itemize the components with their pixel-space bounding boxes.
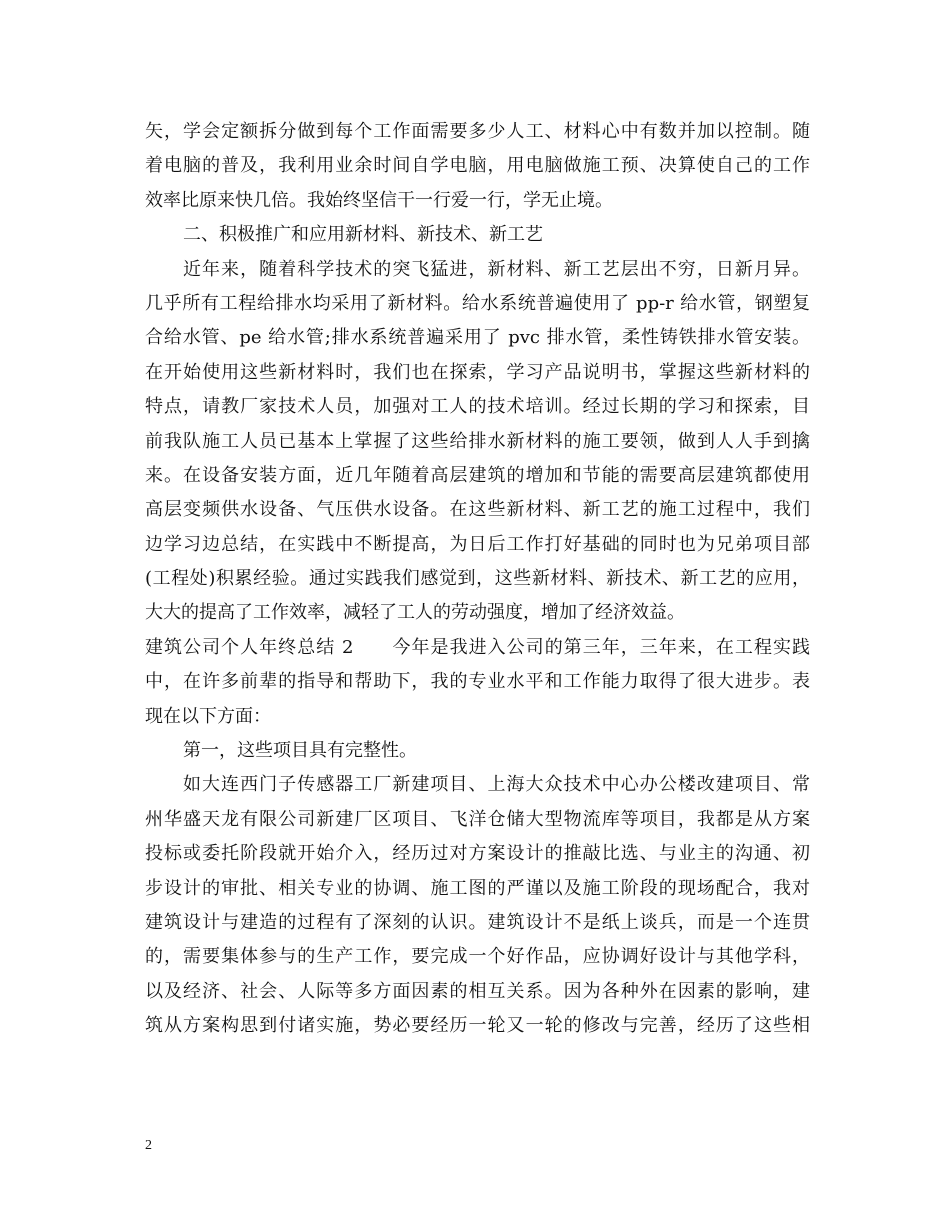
text-line: 大大的提高了工作效率，减轻了工人的劳动强度，增加了经济效益。 xyxy=(145,602,685,624)
text-line: 来。在设备安装方面，近几年随着高层建筑的增加和节能的需要高层建筑都使用 xyxy=(145,464,810,486)
text-line: 筑从方案构思到付诸实施，势必要经历一轮又一轮的修改与完善，经历了这些相 xyxy=(145,1015,810,1037)
text-line: 建筑公司个人年终总结 2 今年是我进入公司的第三年，三年来，在工程实践 xyxy=(145,636,810,658)
text-line: 的，需要集体参与的生产工作，要完成一个好作品，应协调好设计与其他学科， xyxy=(145,946,810,968)
text-line: 高层变频供水设备、气压供水设备。在这些新材料、新工艺的施工过程中，我们 xyxy=(145,499,810,521)
text-line: 第一，这些项目具有完整性。 xyxy=(183,740,417,762)
text-line: 建筑设计与建造的过程有了深刻的认识。建筑设计不是纸上谈兵，而是一个连贯 xyxy=(145,911,810,933)
text-line: 矢，学会定额拆分做到每个工作面需要多少人工、材料心中有数并加以控制。随 xyxy=(145,121,810,142)
text-line: 效率比原来快几倍。我始终坚信干一行爱一行，学无止境。 xyxy=(145,189,613,211)
text-line: 投标或委托阶段就开始介入，经历过对方案设计的推敲比选、与业主的沟通、初 xyxy=(145,843,810,865)
text-line: 前我队施工人员已基本上掌握了这些给排水新材料的施工要领，做到人人手到擒 xyxy=(145,430,810,452)
text-line: 特点，请教厂家技术人员，加强对工人的技术培训。经过长期的学习和探索，目 xyxy=(145,396,810,418)
text-line: 如大连西门子传感器工厂新建项目、上海大众技术中心办公楼改建项目、常 xyxy=(183,774,810,796)
text-line: 现在以下方面： xyxy=(145,705,271,727)
text-line: 近年来，随着科学技术的突飞猛进，新材料、新工艺层出不穷，日新月异。 xyxy=(183,258,810,280)
text-line: 几乎所有工程给排水均采用了新材料。给水系统普遍使用了 pp-r 给水管，钢塑复 xyxy=(145,292,810,314)
text-line: 在开始使用这些新材料时，我们也在探索，学习产品说明书，掌握这些新材料的 xyxy=(145,361,810,383)
text-line: 中，在许多前辈的指导和帮助下，我的专业水平和工作能力取得了很大进步。表 xyxy=(145,671,810,693)
text-line: 步设计的审批、相关专业的协调、施工图的严谨以及施工阶段的现场配合，我对 xyxy=(145,877,810,899)
text-line: 着电脑的普及，我利用业余时间自学电脑，用电脑做施工预、决算使自己的工作 xyxy=(145,155,810,177)
document-body xyxy=(145,115,810,1044)
page-number: 2 xyxy=(145,1138,152,1153)
text-line: 边学习边总结，在实践中不断提高，为日后工作打好基础的同时也为兄弟项目部 xyxy=(145,533,810,555)
text-line: 州华盛天龙有限公司新建厂区项目、飞洋仓储大型物流库等项目，我都是从方案 xyxy=(145,808,810,830)
text-line: 以及经济、社会、人际等多方面因素的相互关系。因为各种外在因素的影响，建 xyxy=(145,980,810,1002)
text-line: 合给水管、pe 给水管;排水系统普遍采用了 pvc 排水管，柔性铸铁排水管安装。 xyxy=(145,327,810,349)
text-line: 二、积极推广和应用新材料、新技术、新工艺 xyxy=(183,224,543,246)
text-line: (工程处)积累经验。通过实践我们感觉到，这些新材料、新技术、新工艺的应用， xyxy=(145,568,810,590)
